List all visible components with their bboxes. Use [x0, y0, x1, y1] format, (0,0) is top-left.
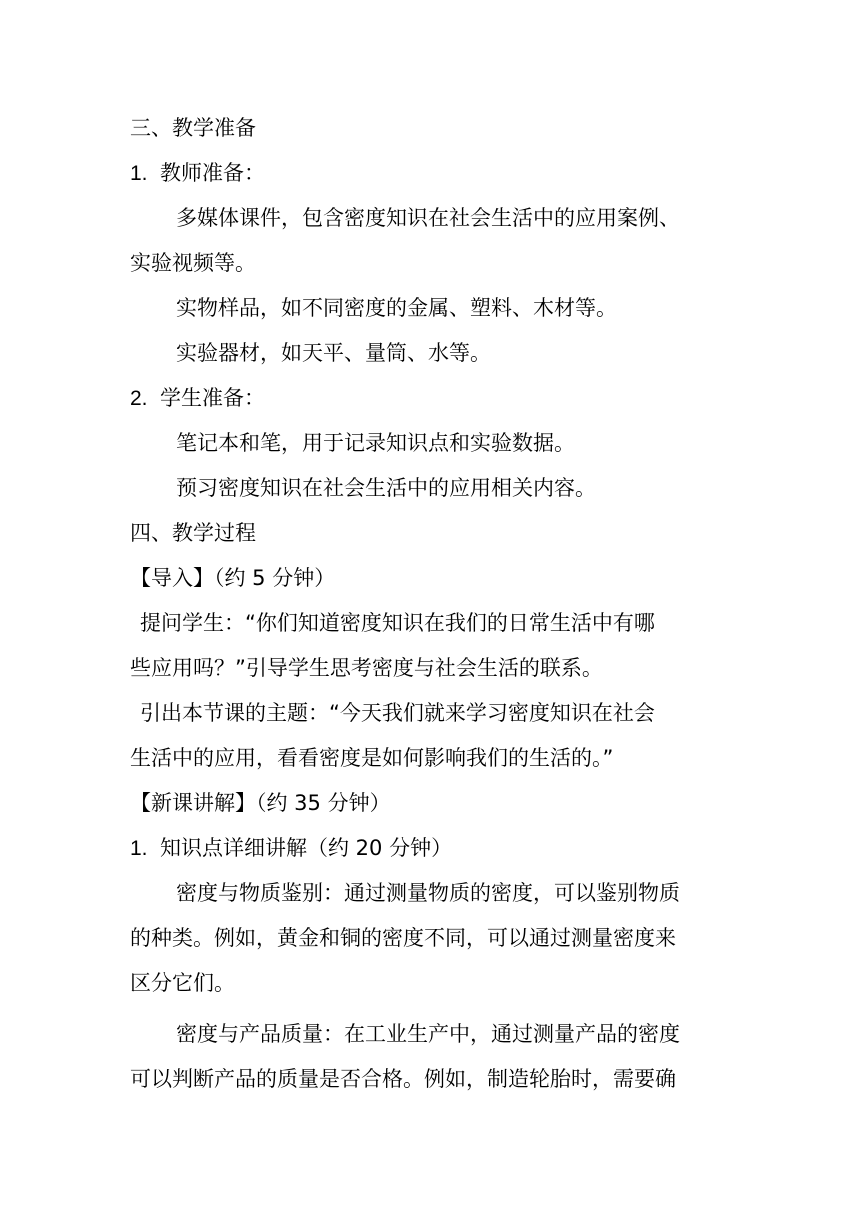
list-number: 2.: [130, 387, 148, 410]
paragraph-line: 实验视频等。: [130, 251, 256, 275]
paragraph-line: 可以判断产品的质量是否合格。例如，制造轮胎时，需要确: [130, 1067, 676, 1091]
intro-title: 【导入】（约 5 分钟）: [130, 566, 336, 590]
section-heading-preparation: 三、教学准备: [130, 116, 256, 140]
paragraph-line: 预习密度知识在社会生活中的应用相关内容。: [176, 476, 596, 500]
paragraph-line: 生活中的应用，看看密度是如何影响我们的生活的。”: [130, 746, 614, 770]
paragraph-line: 区分它们。: [130, 971, 235, 995]
lecture-title: 【新课讲解】（约 35 分钟）: [130, 791, 391, 815]
paragraph-line: 多媒体课件，包含密度知识在社会生活中的应用案例、: [176, 206, 680, 230]
paragraph-line: 笔记本和笔，用于记录知识点和实验数据。: [176, 431, 575, 455]
section-heading-process: 四、教学过程: [130, 521, 256, 545]
paragraph-line: 提问学生：“你们知道密度知识在我们的日常生活中有哪: [140, 611, 655, 635]
knowledge-subtitle: 1. 知识点详细讲解（约 20 分钟）: [130, 826, 730, 871]
list-number: 1.: [130, 162, 148, 185]
paragraph-line: 实验器材，如天平、量筒、水等。: [176, 341, 491, 365]
teacher-prep-title: 1. 教师准备：: [130, 151, 730, 196]
paragraph-line: 实物样品，如不同密度的金属、塑料、木材等。: [176, 296, 617, 320]
student-prep-title: 2. 学生准备：: [130, 376, 730, 421]
document-page: [130, 106, 730, 1102]
paragraph-line: 密度与产品质量：在工业生产中，通过测量产品的密度: [176, 1022, 680, 1046]
paragraph-line: 引出本节课的主题：“今天我们就来学习密度知识在社会: [140, 701, 655, 725]
list-number: 1.: [130, 837, 148, 860]
paragraph-line: 密度与物质鉴别：通过测量物质的密度，可以鉴别物质: [176, 881, 680, 905]
paragraph-line: 的种类。例如，黄金和铜的密度不同，可以通过测量密度来: [130, 926, 676, 950]
paragraph-line: 些应用吗？”引导学生思考密度与社会生活的联系。: [130, 656, 603, 680]
